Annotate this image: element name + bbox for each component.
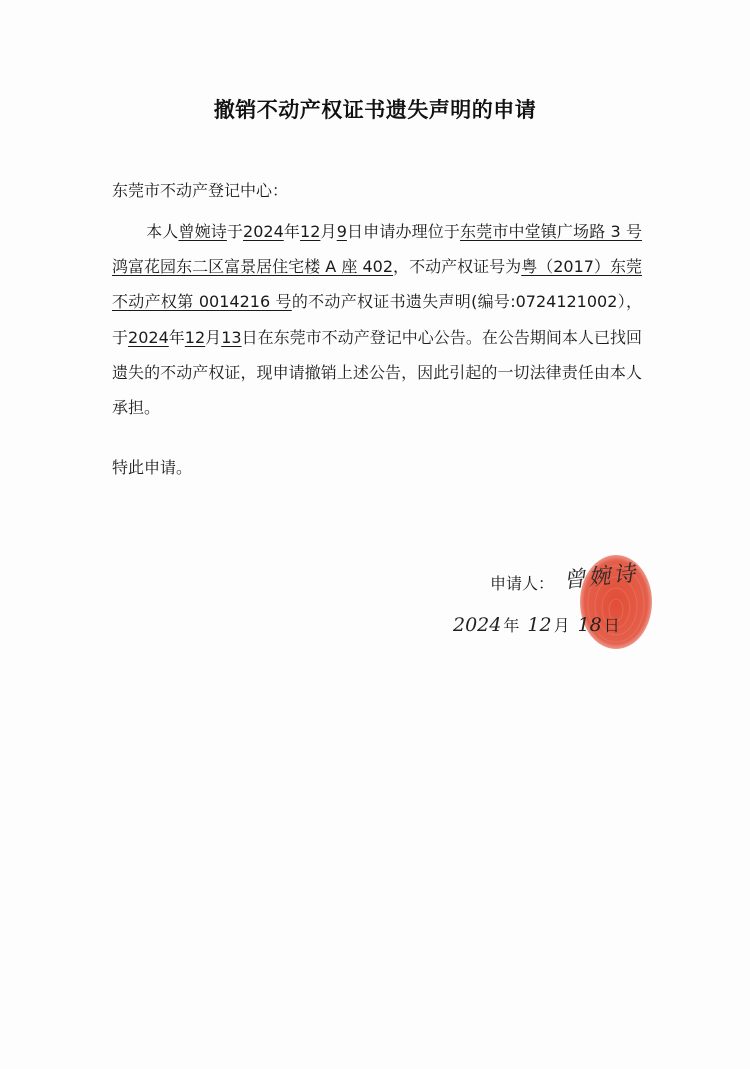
body-text-2: 于: [226, 222, 244, 241]
body-text-6: ，不动产权证号为: [393, 257, 522, 277]
closing-text: 特此申请。: [112, 458, 193, 477]
body-text-7: 的不动产权证书遗失声明(编号:0724121002），于: [112, 292, 642, 347]
signature-date: [453, 613, 628, 636]
date-year-label: 年: [503, 616, 520, 635]
date-day-handwritten: 18: [577, 614, 602, 636]
date-month-handwritten: 12: [527, 614, 552, 636]
date-month-label: 月: [553, 616, 570, 635]
publish-year: 2024: [128, 327, 169, 347]
property-address: 东莞市中堂镇广场路 3 号鸿富花园东二区富景居住宅楼 A 座 402: [112, 222, 642, 277]
body-text-3: 年: [283, 222, 301, 241]
body-text-8: 年: [168, 327, 185, 347]
document-title: 撤销不动产权证书遗失声明的申请: [213, 98, 537, 122]
body-text-1: 本人: [146, 222, 179, 241]
certificate-number: 粤（2017）东莞不动产权第 0014216 号: [112, 257, 642, 312]
apply-month: 12: [300, 222, 321, 241]
application-body: [112, 214, 642, 425]
salutation: 东莞市不动产登记中心：: [112, 181, 289, 200]
apply-year: 2024: [243, 222, 284, 241]
applicant-label: 申请人：: [490, 574, 555, 593]
date-year-handwritten: 2024: [453, 614, 502, 636]
handwritten-signature: 曾婉诗: [562, 561, 640, 594]
date-day-label: 日: [603, 616, 620, 635]
publish-day: 13: [221, 327, 242, 347]
body-text-4: 月: [320, 222, 337, 241]
publish-month: 12: [184, 327, 206, 347]
applicant-name: 曾婉诗: [178, 222, 227, 241]
apply-day: 9: [336, 222, 347, 241]
body-text-5: 日申请办理位于: [346, 222, 461, 241]
body-text-9: 月: [205, 327, 222, 347]
body-text-10: 日在东莞市不动产登记中心公告。在公告期间本人已找回遗失的不动产权证，现申请撤销上述公告，因此引起的一切法律责任由本人承担。: [112, 327, 642, 418]
